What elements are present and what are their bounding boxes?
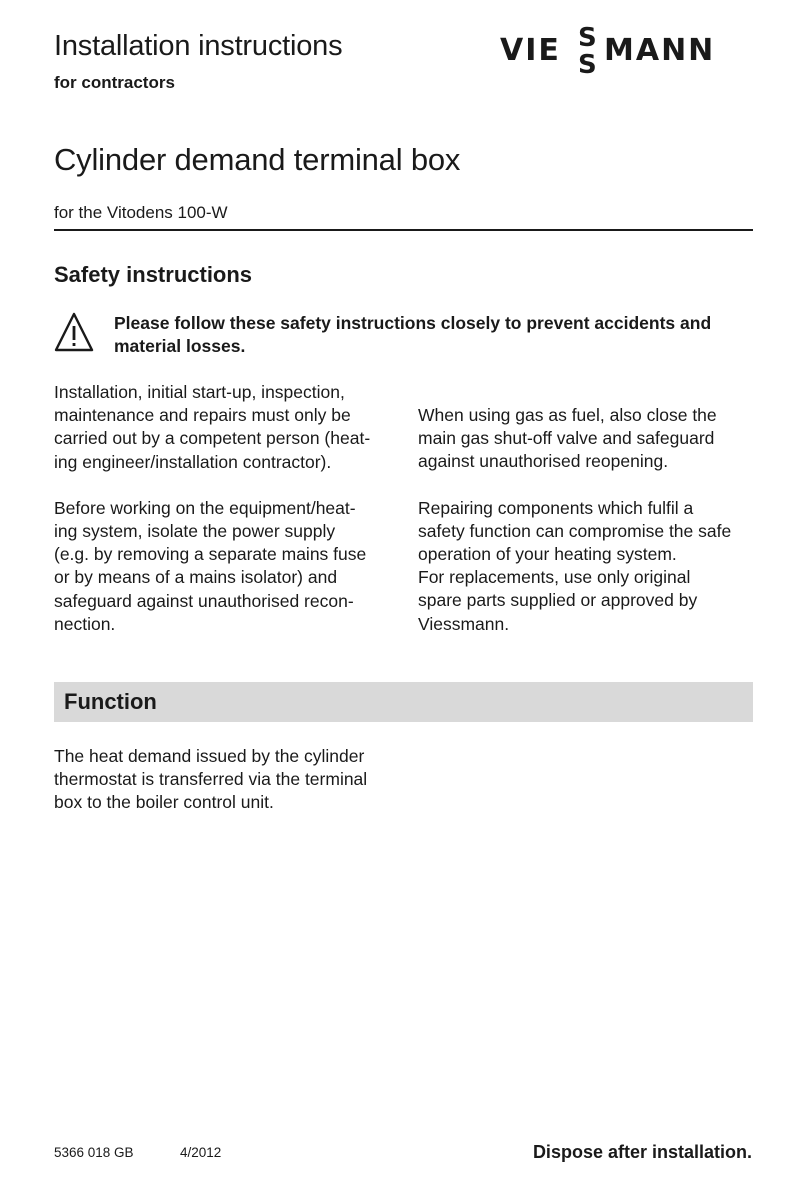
- footer-dispose-note: Dispose after installation.: [532, 1142, 752, 1162]
- audience-label: for contractors: [54, 73, 175, 92]
- svg-text:S: S: [578, 23, 597, 53]
- document-subtitle: for the Vitodens 100-W: [54, 203, 228, 222]
- footer-document-code: 5366 018 GB: [54, 1145, 134, 1160]
- document-type-heading: Installation instructions: [54, 30, 343, 62]
- function-text: The heat demand issued by the cylinder thermostat is transferred via the terminal box to the boiler control unit.: [54, 746, 368, 813]
- svg-text:MANN: MANN: [604, 33, 716, 68]
- safety-right-column: [418, 404, 763, 659]
- safety-paragraph: Before working on the equipment/heat- ing system, isolate the power supply (e.g. by removing a separate mains fuse or by means of a mains isolator) and safeguard against unauthorised recon- nection.: [54, 497, 367, 634]
- svg-text:VIE: VIE: [500, 33, 561, 68]
- safety-paragraph: Installation, initial start-up, inspection, maintenance and repairs must only be carried out by a competent person (heat- ing engineer/installation contractor).: [54, 382, 371, 472]
- function-section-bar: [54, 682, 753, 722]
- safety-left-column: [54, 381, 399, 659]
- warning-triangle-icon: [54, 311, 94, 353]
- safety-paragraph: Repairing components which fulfil a safety function can compromise the safe operation of your heating system. For replacements, use only original spare parts supplied or approved by Viessmann.: [418, 497, 732, 634]
- function-heading: Function: [64, 689, 157, 714]
- safety-instructions-heading: Safety instructions: [54, 262, 253, 287]
- title-divider: [54, 229, 753, 231]
- footer-date: 4/2012: [180, 1145, 222, 1160]
- safety-warning-text: Please follow these safety instructions closely to prevent accidents and material losses.: [114, 313, 712, 356]
- document-title: Cylinder demand terminal box: [54, 142, 461, 177]
- safety-paragraph: When using gas as fuel, also close the main gas shut-off valve and safeguard against unauthorised reopening.: [418, 405, 717, 472]
- svg-text:S: S: [578, 50, 597, 76]
- viessmann-logo: [500, 20, 754, 76]
